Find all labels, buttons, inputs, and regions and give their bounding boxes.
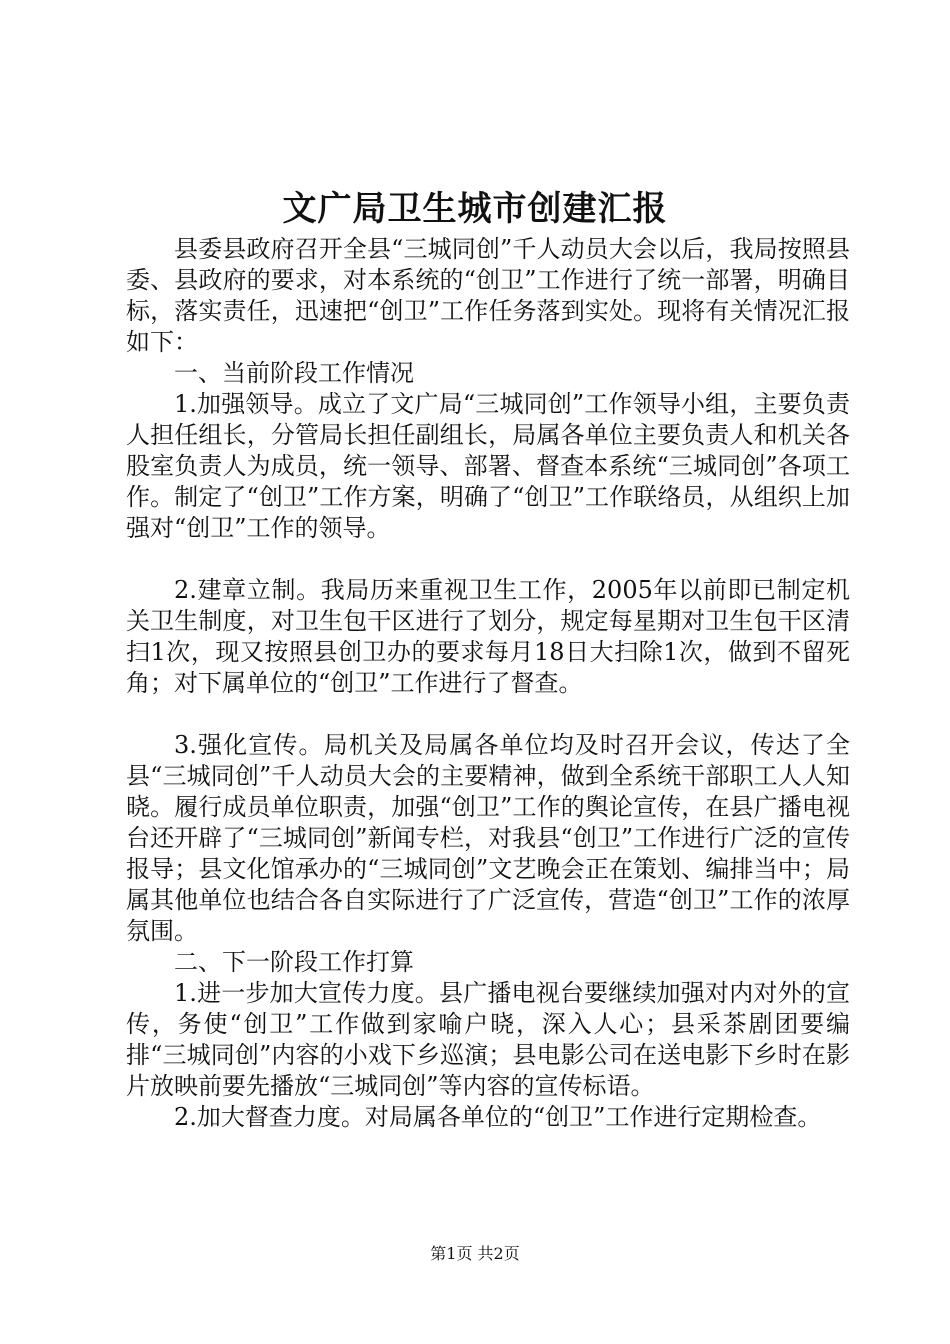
paragraph-strengthen-publicity: 3.强化宣传。局机关及局属各单位均及时召开会议，传达了全县“三城同创”千人动员大会的主要精神，做到全系统干部职工人人知晓。履行成员单位职责，加强“创卫”工作的舆论宣传，在县广播电视台还开辟了“三城同创”新闻专栏，对我县“创卫”工作进行广泛的宣传报导；县文化馆承办的“三城同创”文艺晚会正在策划、编排当中；局属其他单位也结合各自实际进行了广泛宣传，营造“创卫”工作的浓厚氛围。 [126,731,850,945]
paragraph-strengthen-leadership: 1.加强领导。成立了文广局“三城同创”工作领导小组，主要负责人担任组长，分管局长担任副组长，局属各单位主要负责人和机关各股室负责人为成员，统一领导、部署、督查本系统“三城同创”各项工作。制定了“创卫”工作方案，明确了“创卫”工作联络员，从组织上加强对“创卫”工作的领导。 [126,390,850,542]
intro-paragraph: 县委县政府召开全县“三城同创”千人动员大会以后，我局按照县委、县政府的要求，对本系统的“创卫”工作进行了统一部署，明确目标，落实责任，迅速把“创卫”工作任务落到实处。现将有关情况汇报如下： [126,235,850,356]
paragraph-increase-supervision: 2.加大督查力度。对局属各单位的“创卫”工作进行定期检查。 [174,1103,822,1131]
section-heading-current-work: 一、当前阶段工作情况 [174,359,414,387]
document-body [126,234,850,1133]
section-heading-next-stage: 二、下一阶段工作打算 [174,948,414,976]
document-title: 文广局卫生城市创建汇报 [282,189,668,229]
paragraph-establish-rules: 2.建章立制。我局历来重视卫生工作，2005年以前即已制定机关卫生制度，对卫生包干区进行了划分，规定每星期对卫生包干区清扫1次，现又按照县创卫办的要求每月18日大扫除1次，做到不留死角；对下属单位的“创卫”工作进行了督查。 [126,576,850,697]
page-number-footer: 第1页 共2页 [430,1244,520,1263]
paragraph-increase-publicity: 1.进一步加大宣传力度。县广播电视台要继续加强对内对外的宣传，务使“创卫”工作做到家喻户晓，深入人心；县采茶剧团要编排“三城同创”内容的小戏下乡巡演；县电影公司在送电影下乡时在影片放映前要先播放“三城同创”等内容的宣传标语。 [126,979,850,1100]
